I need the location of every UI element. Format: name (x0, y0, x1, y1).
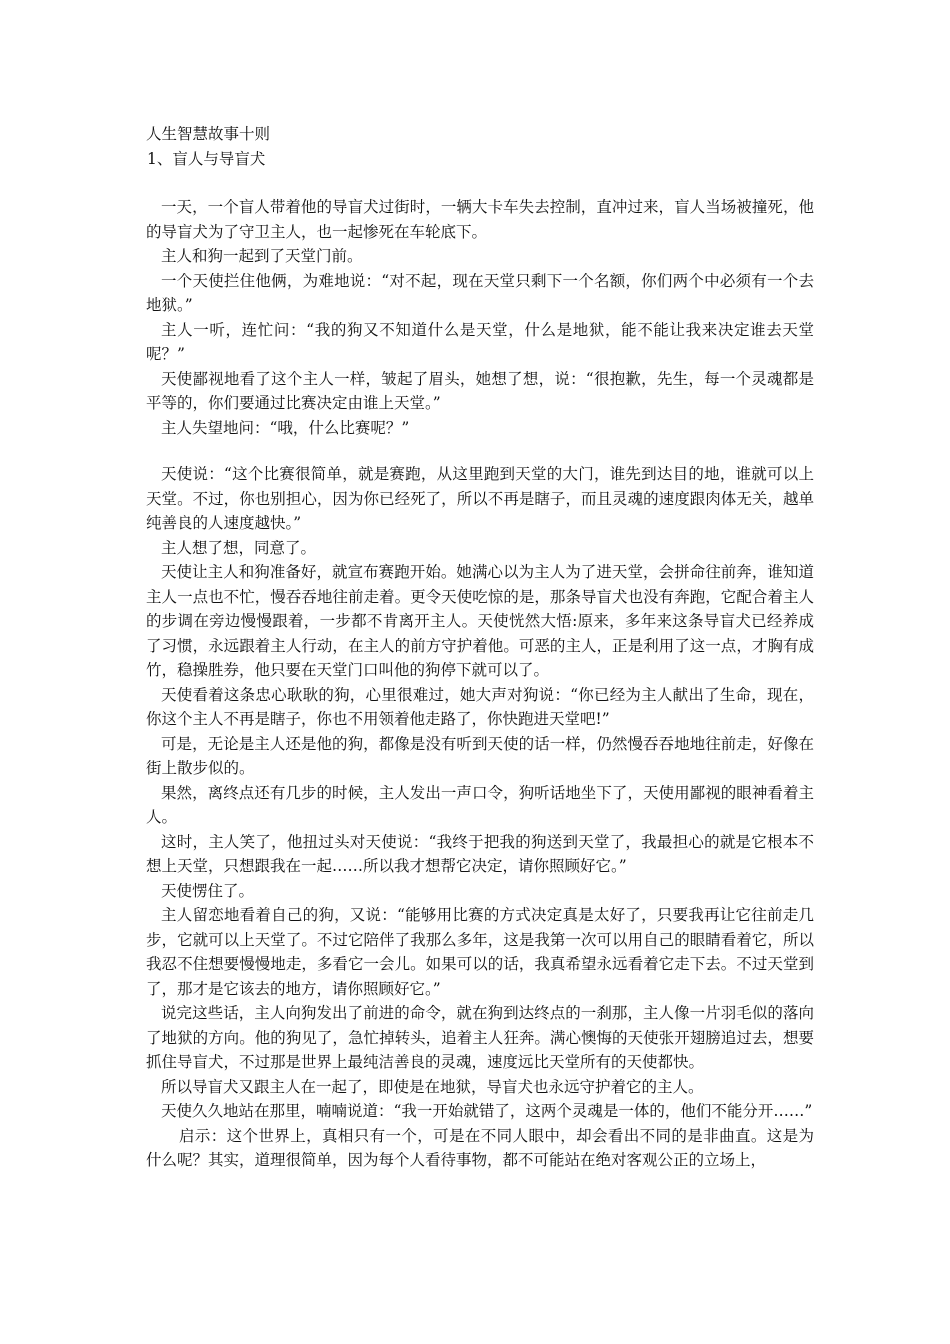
paragraph: 天使愣住了。 (161, 881, 255, 900)
paragraph: 天使鄙视地看了这个主人一样，皱起了眉头，她想了想，说：“很抱歉，先生，每一个灵魂都是平等的，你们要通过比赛决定由谁上天堂。” (146, 369, 814, 412)
story-heading: 1、盲人与导盲犬 (147, 149, 266, 168)
paragraph: 天使久久地站在那里，喃喃说道：“我一开始就错了，这两个灵魂是一体的，他们不能分开……” (161, 1102, 813, 1120)
spacer (146, 440, 814, 462)
paragraph: 主人想了想，同意了。 (161, 538, 317, 557)
paragraph: 可是，无论是主人还是他的狗，都像是没有听到天使的话一样，仍然慢吞吞地地往前走，好像在街上散步似的。 (146, 734, 814, 777)
paragraph: 主人和狗一起到了天堂门前。 (161, 247, 363, 265)
paragraph: 一天，一个盲人带着他的导盲犬过街时，一辆大卡车失去控制，直冲过来，盲人当场被撞死，他的导盲犬为了守卫主人，也一起惨死在车轮底下。 (146, 198, 814, 241)
paragraph: 说完这些话，主人向狗发出了前进的命令，就在狗到达终点的一刹那，主人像一片羽毛似的落向了地狱的方向。他的狗见了，急忙掉转头，追着主人狂奔。满心懊悔的天使张开翅膀追过去，想要抓住导盲犬，不过那是世界上最纯洁善良的灵魂，速度远比天堂所有的天使都快。 (146, 1004, 814, 1071)
paragraph: 主人一听，连忙问：“我的狗又不知道什么是天堂，什么是地狱，能不能让我来决定谁去天堂呢？” (146, 320, 814, 363)
paragraph: 这时，主人笑了，他扭过头对天使说：“我终于把我的狗送到天堂了，我最担心的就是它根本不想上天堂，只想跟我在一起……所以我才想帮它决定，请你照顾好它。” (146, 832, 814, 875)
paragraph: 天使看着这条忠心耿耿的狗，心里很难过，她大声对狗说：“你已经为主人献出了生命，现在，你这个主人不再是瞎子，你也不用领着他走路了，你快跑进天堂吧!” (146, 685, 814, 728)
paragraph: 主人留恋地看着自己的狗，又说：“能够用比赛的方式决定真是太好了，只要我再让它往前走几步，它就可以上天堂了。不过它陪伴了我那么多年，这是我第一次可以用自己的眼睛看着它，所以我忍不住想要慢慢地走，多看它一会儿。如果可以的话，我真希望永远看着它走下去。不过天堂到了，那才是它该去的地方，请你照顾好它。” (146, 906, 814, 998)
paragraph: 天使说：“这个比赛很简单，就是赛跑，从这里跑到天堂的大门，谁先到达目的地，谁就可以上天堂。不过，你也别担心，因为你已经死了，所以不再是瞎子，而且灵魂的速度跟肉体无关，越单纯善良的人速度越快。” (146, 465, 814, 532)
moral-paragraph: 启示：这个世界上，真相只有一个，可是在不同人眼中，却会看出不同的是非曲直。这是为什么呢？其实，道理很简单，因为每个人看待事物，都不可能站在绝对客观公正的立场上， (146, 1126, 814, 1169)
paragraph: 一个天使拦住他俩，为难地说：“对不起，现在天堂只剩下一个名额，你们两个中必须有一个去地狱。” (146, 271, 814, 314)
paragraph: 果然，离终点还有几步的时候，主人发出一声口令，狗听话地坐下了，天使用鄙视的眼神看着主人。 (146, 783, 814, 826)
document-page (146, 122, 814, 1173)
paragraph: 天使让主人和狗准备好，就宣布赛跑开始。她满心以为主人为了进天堂，会拼命往前奔，谁知道主人一点也不忙，慢吞吞地往前走着。更令天使吃惊的是，那条导盲犬也没有奔跑，它配合着主人的步调在旁边慢慢跟着，一步都不肯离开主人。天使恍然大悟:原来，多年来这条导盲犬已经养成了习惯，永远跟着主人行动，在主人的前方守护着他。可恶的主人，正是利用了这一点，才胸有成竹，稳操胜券，他只要在天堂门口叫他的狗停下就可以了。 (146, 563, 814, 679)
spacer (146, 171, 814, 195)
document-title: 人生智慧故事十则 (146, 125, 271, 143)
paragraph: 主人失望地问：“哦，什么比赛呢？” (161, 418, 410, 437)
paragraph: 所以导盲犬又跟主人在一起了，即使是在地狱，导盲犬也永远守护着它的主人。 (161, 1077, 704, 1096)
